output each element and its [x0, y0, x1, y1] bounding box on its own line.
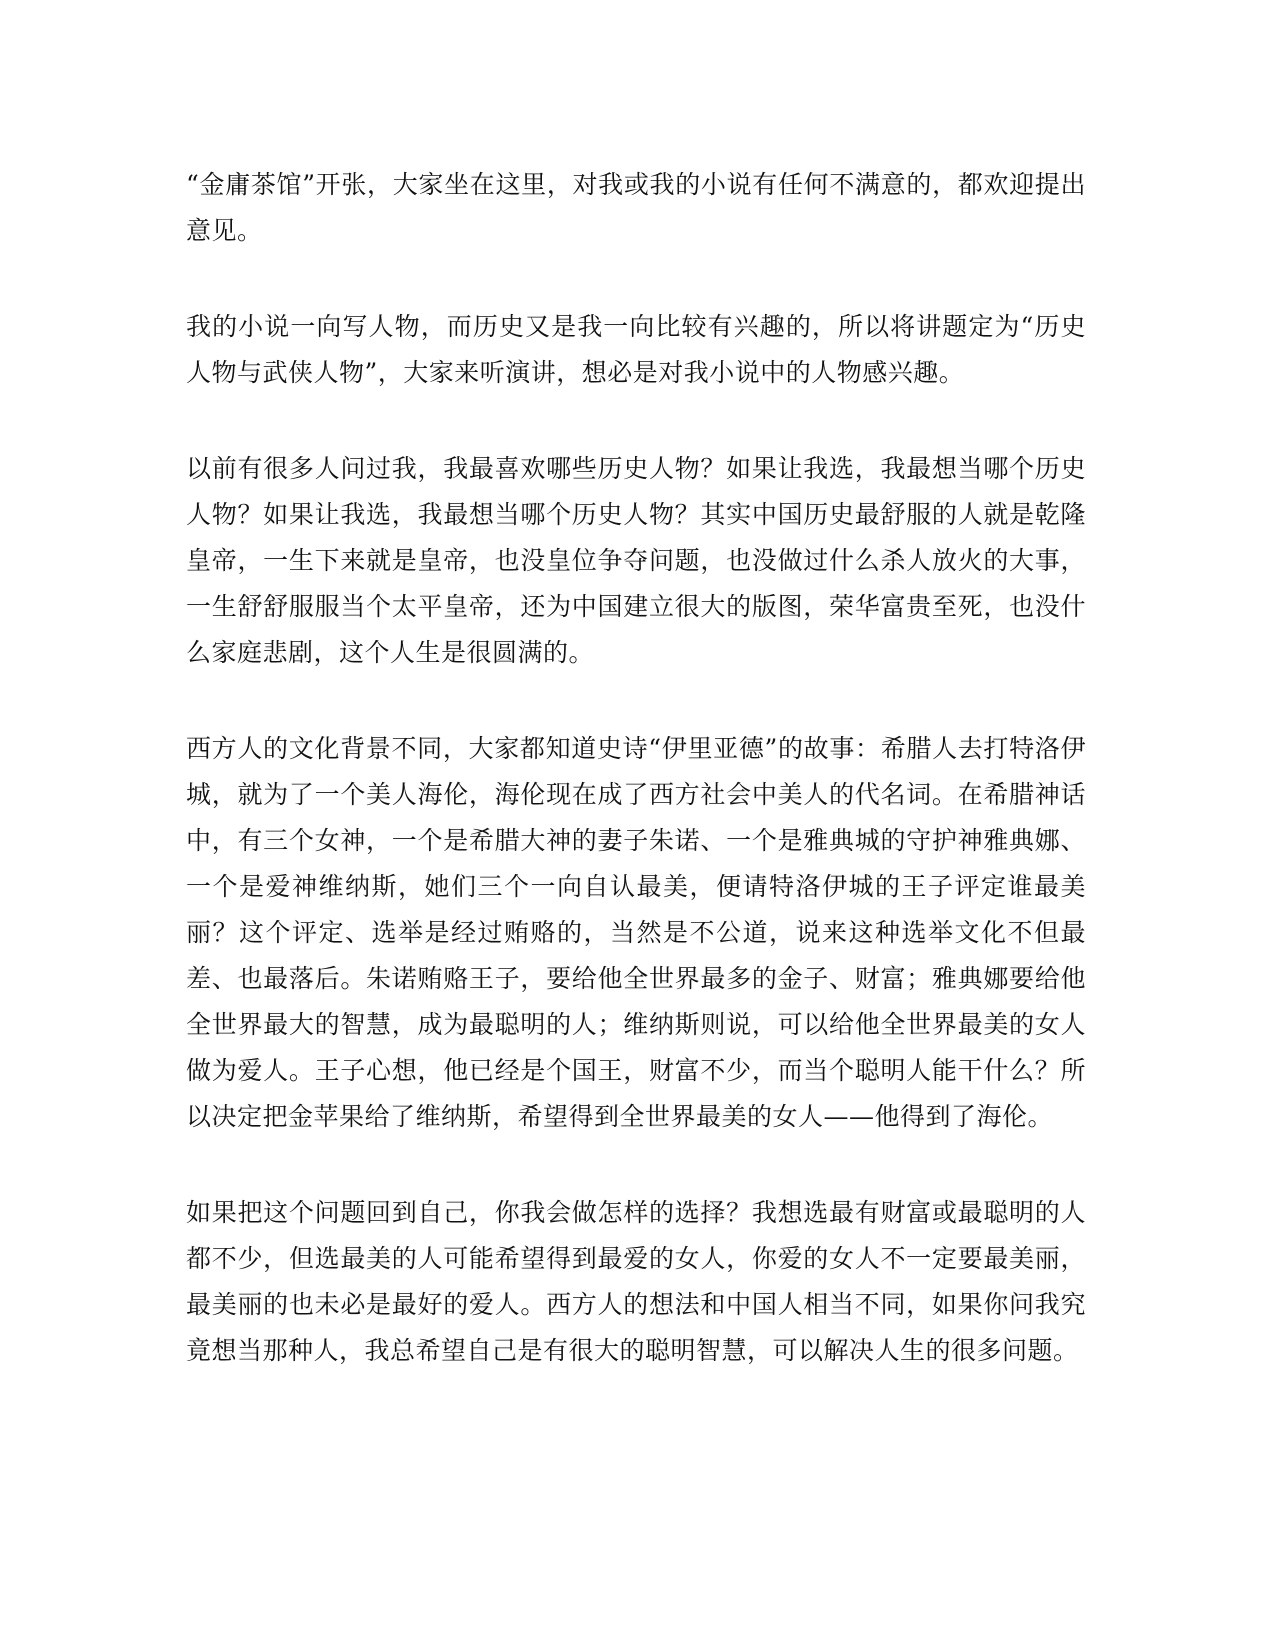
paragraph-4: 西方人的文化背景不同，大家都知道史诗“伊里亚德”的故事：希腊人去打特洛伊城，就为了一个美人海伦，海伦现在成了西方社会中美人的代名词。在希腊神话中，有三个女神，一个是希腊大神的妻子朱诺、一个是雅典城的守护神雅典娜、一个是爱神维纳斯，她们三个一向自认最美，便请特洛伊城的王子评定谁最美丽？这个评定、选举是经过贿赂的，当然是不公道，说来这种选举文化不但最差、也最落后。朱诺贿赂王子，要给他全世界最多的金子、财富；雅典娜要给他全世界最大的智慧，成为最聪明的人；维纳斯则说，可以给他全世界最美的女人做为爱人。王子心想，他已经是个国王，财富不少，而当个聪明人能干什么？所以决定把金苹果给了维纳斯，希望得到全世界最美的女人——他得到了海伦。 — [186, 734, 1086, 1131]
paragraph-2: 我的小说一向写人物，而历史又是我一向比较有兴趣的，所以将讲题定为“历史人物与武侠人物”，大家来听演讲，想必是对我小说中的人物感兴趣。 — [186, 312, 1086, 387]
paragraph-3: 以前有很多人问过我，我最喜欢哪些历史人物？如果让我选，我最想当哪个历史人物？如果让我选，我最想当哪个历史人物？其实中国历史最舒服的人就是乾隆皇帝，一生下来就是皇帝，也没皇位争夺问题，也没做过什么杀人放火的大事，一生舒舒服服当个太平皇帝，还为中国建立很大的版图，荣华富贵至死，也没什么家庭悲剧，这个人生是很圆满的。 — [186, 454, 1086, 667]
paragraph-1: “金庸茶馆”开张，大家坐在这里，对我或我的小说有任何不满意的，都欢迎提出意见。 — [186, 170, 1086, 245]
paragraph-5: 如果把这个问题回到自己，你我会做怎样的选择？我想选最有财富或最聪明的人都不少，但选最美的人可能希望得到最爱的女人，你爱的女人不一定要最美丽，最美丽的也未必是最好的爱人。西方人的想法和中国人相当不同，如果你问我究竟想当那种人，我总希望自己是有很大的聪明智慧，可以解决人生的很多问题。 — [186, 1198, 1086, 1365]
document-body — [186, 162, 1086, 1424]
